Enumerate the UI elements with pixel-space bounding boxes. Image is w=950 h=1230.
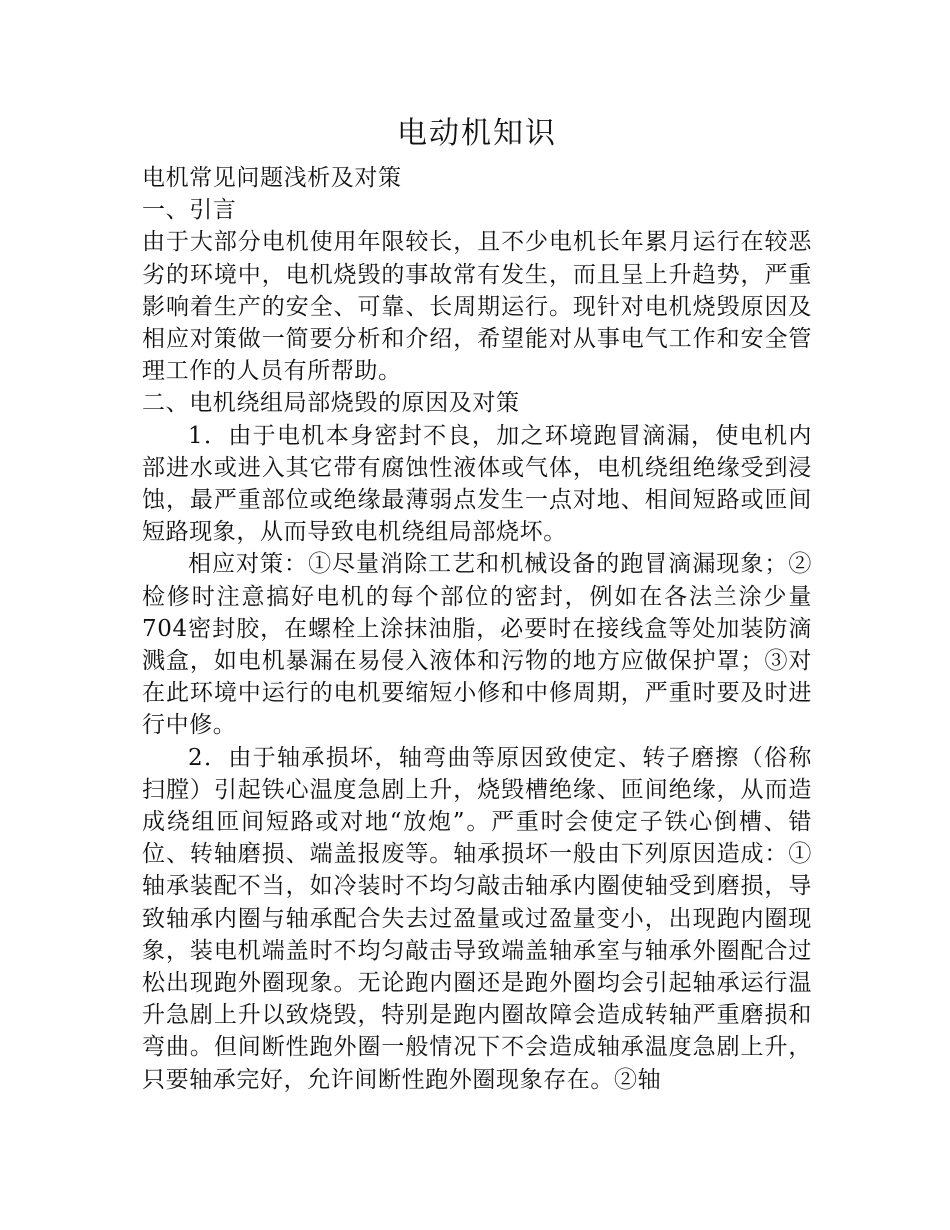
section-heading-causes: 二、电机绕组局部烧毁的原因及对策: [142, 390, 520, 417]
cause-item-1: 1．由于电机本身密封不良，加之环境跑冒滴漏，使电机内部进水或进入其它带有腐蚀性液体或气体，电机绕组绝缘受到浸蚀，最严重部位或绝缘最薄弱点发生一点对地、相间短路或匝间短路现象，从而导致电机绕组局部烧坏。: [142, 422, 812, 546]
document-title: 电动机知识: [397, 116, 557, 151]
document-subtitle: 电机常见问题浅析及对策: [142, 165, 402, 191]
document-body: [142, 112, 812, 1096]
cause-item-1-countermeasure: 相应对策：①尽量消除工艺和机械设备的跑冒滴漏现象；②检修时注意搞好电机的每个部位的密封，例如在各法兰涂少量704密封胶，在螺栓上涂抹油脂，必要时在接线盒等处加装防滴溅盒，如电机暴漏在易侵入液体和污物的地方应做保护罩；③对在此环境中运行的电机要缩短小修和中修周期，严重时要及时进行中修。: [142, 551, 812, 739]
cause-item-2: 2．由于轴承损坏，轴弯曲等原因致使定、转子磨擦（俗称扫膛）引起铁心温度急剧上升，烧毁槽绝缘、匝间绝缘，从而造成绕组匝间短路或对地“放炮”。严重时会使定子铁心倒槽、错位、转轴磨损、端盖报废等。轴承损坏一般由下列原因造成：①轴承装配不当，如冷装时不均匀敲击轴承内圈使轴受到磨损，导致轴承内圈与轴承配合失去过盈量或过盈量变小，出现跑内圈现象，装电机端盖时不均匀敲击导致端盖轴承室与轴承外圈配合过松出现跑外圈现象。无论跑内圈还是跑外圈均会引起轴承运行温升急剧上升以致烧毁，特别是跑内圈故障会造成转轴严重磨损和弯曲。但间断性跑外圈一般情况下不会造成轴承温度急剧上升，只要轴承完好，允许间断性跑外圈现象存在。②轴: [142, 744, 812, 1093]
intro-paragraph: 由于大部分电机使用年限较长，且不少电机长年累月运行在较恶劣的环境中，电机烧毁的事故常有发生，而且呈上升趋势，严重影响着生产的安全、可靠、长周期运行。现针对电机烧毁原因及相应对策做一简要分析和介绍，希望能对从事电气工作和安全管理工作的人员有所帮助。: [142, 229, 812, 385]
section-heading-introduction: 一、引言: [142, 197, 237, 224]
